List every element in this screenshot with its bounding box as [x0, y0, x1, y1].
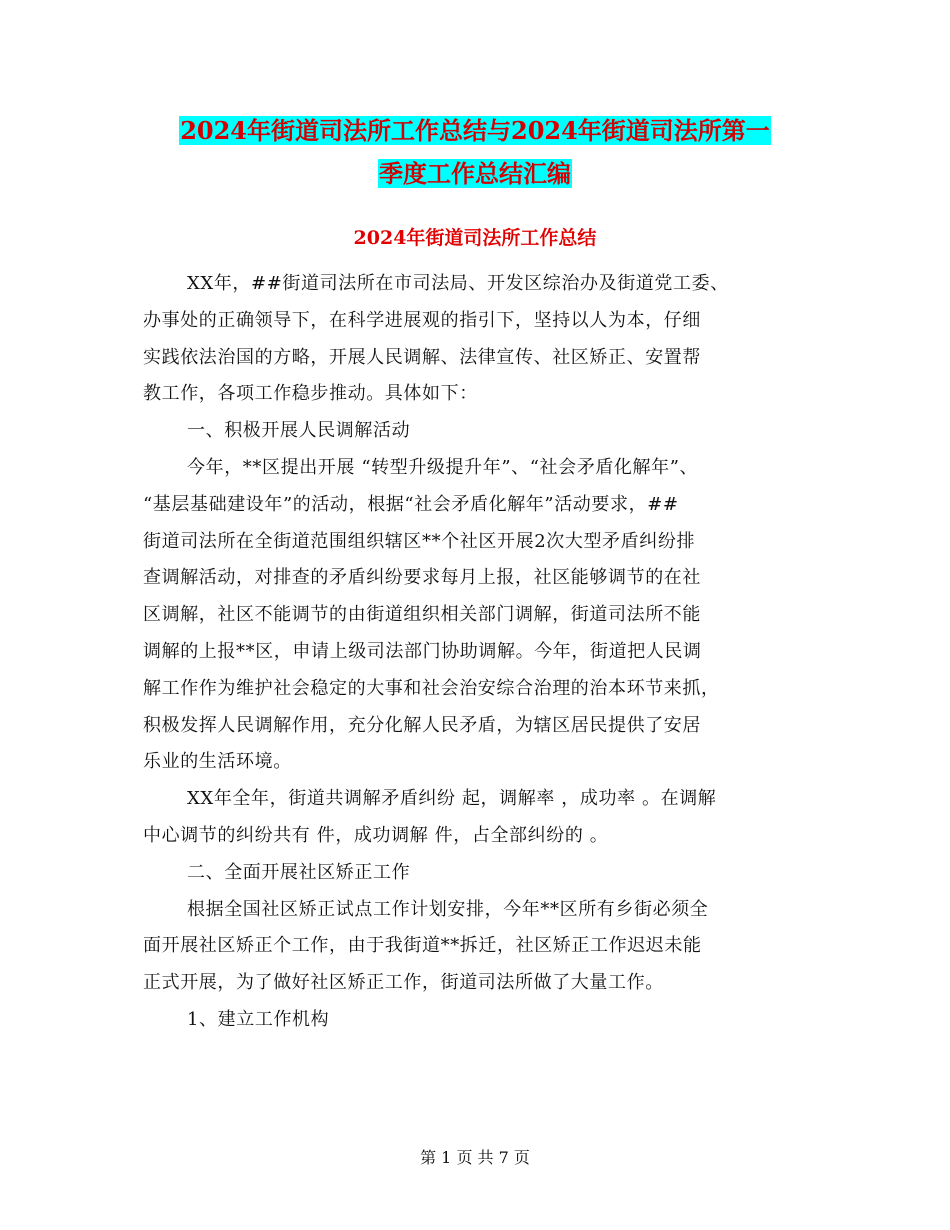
paragraph-line: 解工作作为维护社会稳定的大事和社会治安综合治理的治本环节来抓， — [143, 677, 720, 699]
paragraph-line: “基层基础建设年”的活动，根据“社会矛盾化解年”活动要求，## — [143, 493, 679, 515]
paragraph-line: 积极发挥人民调解作用，充分化解人民矛盾，为辖区居民提供了安居 — [143, 714, 701, 736]
document-body — [143, 266, 823, 1039]
document-title-text-2: 季度工作总结汇编 — [379, 159, 571, 188]
paragraph-line: 面开展社区矫正个工作，由于我街道**拆迁，社区矫正工作迟迟未能 — [143, 935, 702, 957]
paragraph-line: 根据全国社区矫正试点工作计划安排，今年**区所有乡街必须全 — [187, 898, 709, 920]
paragraph-line: 乐业的生活环境。 — [143, 751, 292, 773]
paragraph-line: 教工作，各项工作稳步推动。具体如下： — [143, 383, 478, 405]
paragraph-line: 中心调节的纠纷共有 件，成功调解 件，占全部纠纷的 。 — [143, 824, 609, 846]
document-title-text-1: 2024年街道司法所工作总结与2024年街道司法所第一 — [180, 116, 770, 145]
section-title: 2024年街道司法所工作总结 — [353, 227, 597, 249]
heading-line: 一、积极开展人民调解活动 — [187, 420, 411, 442]
document-title-line-2 — [0, 156, 950, 192]
paragraph-line: 区调解，社区不能调节的由街道组织相关部门调解，街道司法所不能 — [143, 604, 701, 626]
paragraph-line: XX年全年，街道共调解矛盾纠纷 起，调解率 ，成功率 。在调解 — [187, 788, 717, 810]
paragraph-line: 正式开展，为了做好社区矫正工作，街道司法所做了大量工作。 — [143, 972, 664, 994]
heading-line: 1、建立工作机构 — [187, 1008, 330, 1030]
page-footer: 第 1 页 共 7 页 — [420, 1148, 530, 1167]
paragraph-line: XX年，##街道司法所在市司法局、开发区综治办及街道党工委、 — [187, 273, 729, 294]
paragraph-line: 街道司法所在全街道范围组织辖区**个社区开展2次大型矛盾纠纷排 — [143, 530, 696, 552]
paragraph-line: 实践依法治国的方略，开展人民调解、法律宣传、社区矫正、安置帮 — [143, 346, 701, 368]
heading-line: 二、全面开展社区矫正工作 — [187, 861, 411, 883]
paragraph-line: 办事处的正确领导下，在科学进展观的指引下，坚持以人为本，仔细 — [143, 309, 701, 331]
paragraph-line: 查调解活动，对排查的矛盾纠纷要求每月上报，社区能够调节的在社 — [143, 567, 701, 589]
paragraph-line: 调解的上报**区，申请上级司法部门协助调解。今年，街道把人民调 — [143, 640, 702, 662]
paragraph-line: 今年，**区提出开展 “转型升级提升年”、“社会矛盾化解年”、 — [187, 456, 699, 478]
document-title-line-1 — [0, 113, 950, 149]
